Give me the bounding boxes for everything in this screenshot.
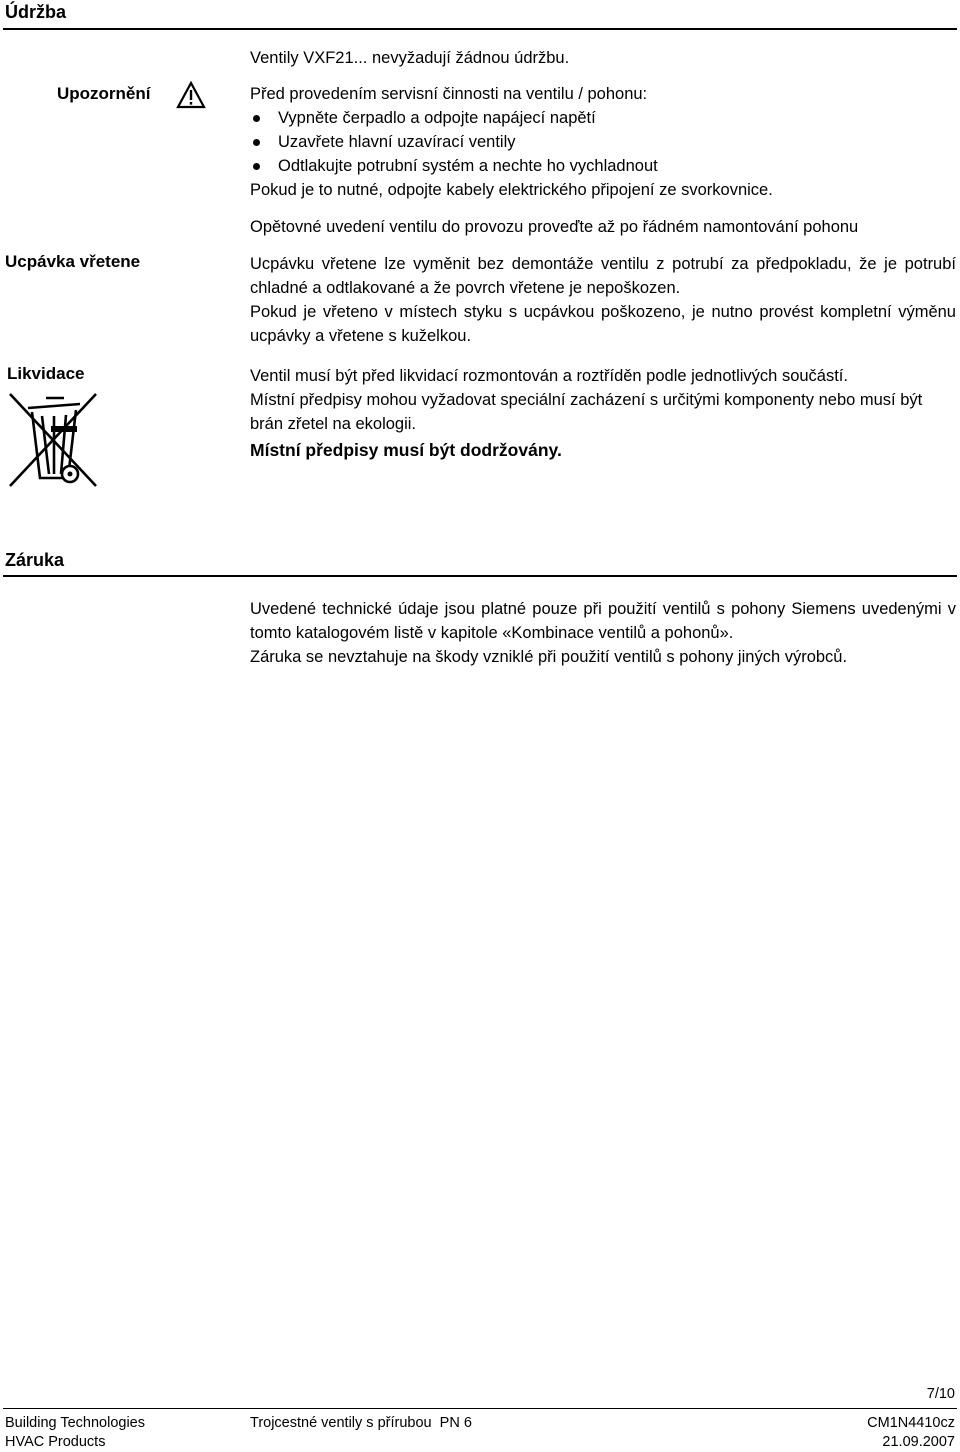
- crossed-out-bin-icon: [6, 390, 100, 490]
- warning-label: Upozornění: [57, 84, 151, 103]
- section-heading-maintenance: Údržba: [5, 2, 67, 22]
- warning-after: Pokud je to nutné, odpojte kabely elektrického připojení ze svorkovnice.: [250, 181, 773, 199]
- footer-division: HVAC Products: [5, 1434, 106, 1450]
- footer-doc-code: CM1N4410cz: [867, 1415, 955, 1431]
- stem-seal-paragraph: Pokud je vřeteno v místech styku s ucpávkou poškozeno, je nutno provést kompletní výměnu ucpávky a vřetene s kuželkou.: [250, 303, 956, 345]
- disposal-emphasis: Místní předpisy musí být dodržovány.: [250, 440, 562, 460]
- maintenance-intro: Ventily VXF21... nevyžadují žádnou údržbu.: [250, 49, 570, 67]
- footer-doc-meta: [867, 1414, 955, 1452]
- stem-seal-label: Ucpávka vřetene: [5, 252, 141, 271]
- footer-date: 21.09.2007: [882, 1434, 955, 1450]
- section-heading-warranty: Záruka: [5, 550, 65, 570]
- warranty-paragraph: Záruka se nevztahuje na škody vzniklé při použití ventilů s pohony jiných výrobců.: [250, 648, 848, 666]
- warning-bullet: Vypněte čerpadlo a odpojte napájecí napětí: [250, 106, 950, 130]
- footer-doc-title: Trojcestné ventily s přírubou PN 6: [250, 1415, 472, 1431]
- footer-company: [5, 1414, 145, 1452]
- page-number: 7/10: [926, 1386, 955, 1402]
- footer-company-name: Building Technologies: [5, 1415, 146, 1431]
- disposal-text: [250, 364, 956, 462]
- warning-lead: Před provedením servisní činnosti na ventilu / pohonu:: [250, 85, 648, 103]
- warning-triangle-icon: [176, 81, 206, 109]
- disposal-paragraph: Ventil musí být před likvidací rozmontován a roztříděn podle jednotlivých součástí.: [250, 367, 848, 385]
- footer-rule: [3, 1408, 957, 1409]
- warranty-text: [250, 597, 956, 669]
- stem-seal-paragraph: Ucpávku vřetene lze vyměnit bez demontáže ventilu z potrubí za předpokladu, že je potrubí chladné a odtlakované a že povrch vřetene je nepoškozen.: [250, 255, 956, 297]
- section-rule: [3, 575, 957, 577]
- warning-bullet: Odtlakujte potrubní systém a nechte ho vychladnout: [250, 154, 950, 178]
- warning-bullet: Uzavřete hlavní uzavírací ventily: [250, 130, 950, 154]
- disposal-paragraph: Místní předpisy mohou vyžadovat speciální zacházení s určitými komponenty nebo musí být brán zřetel na ekologii.: [250, 391, 923, 433]
- warranty-paragraph: Uvedené technické údaje jsou platné pouze při použití ventilů s pohony Siemens uvedenými v tomto katalogovém listě v kapitole «Kombinace ventilů a pohonů».: [250, 600, 956, 642]
- section-rule: [3, 28, 957, 30]
- disposal-label: Likvidace: [7, 364, 85, 383]
- stem-seal-text: [250, 252, 956, 348]
- warning-restart: Opětovné uvedení ventilu do provozu proveďte až po řádném namontování pohonu: [250, 218, 859, 236]
- warning-block: [250, 82, 950, 202]
